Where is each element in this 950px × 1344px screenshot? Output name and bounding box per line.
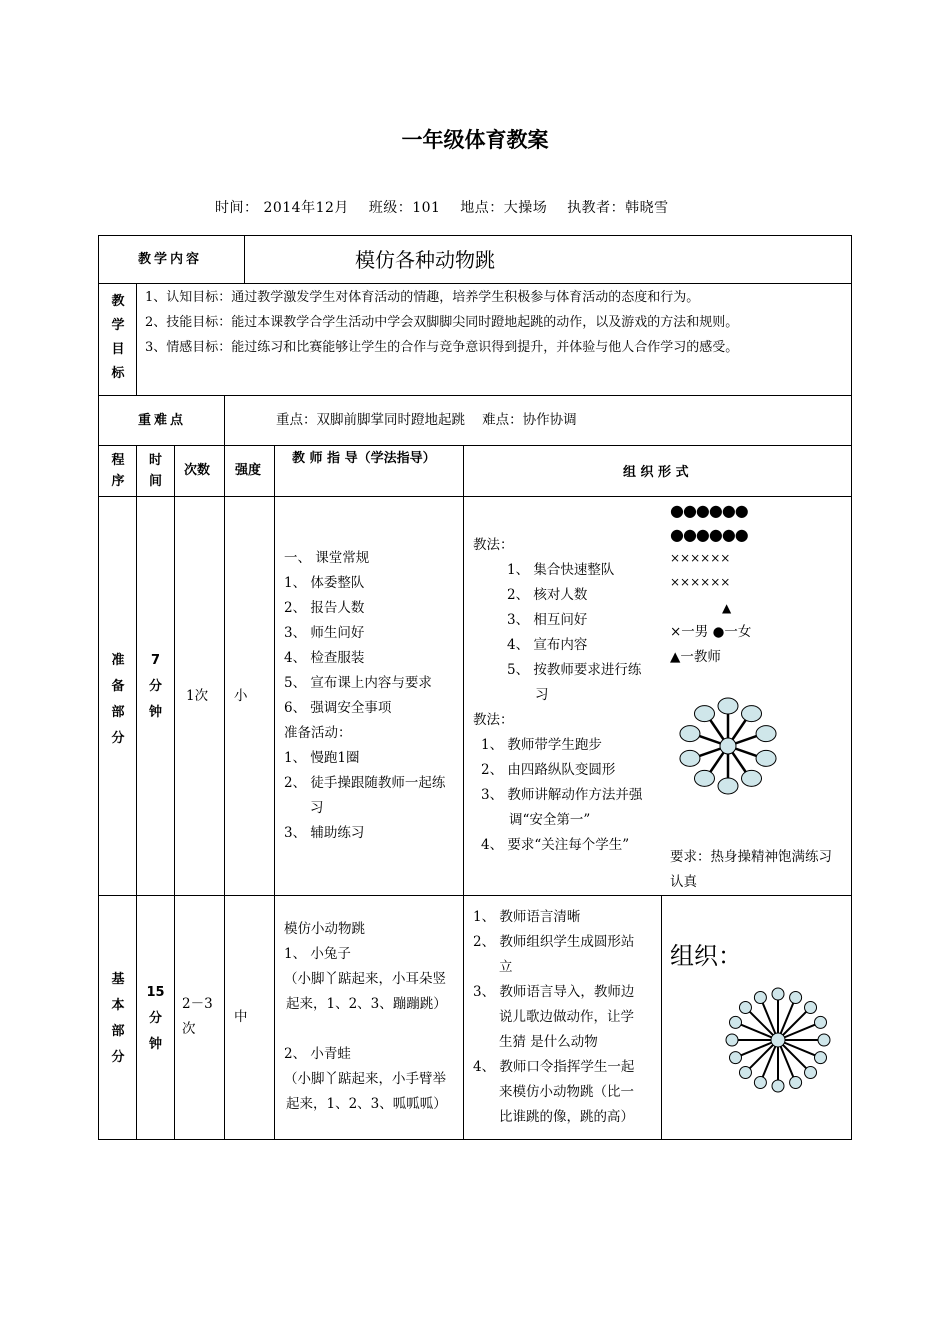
header-org: 组 织 形 式 (623, 465, 689, 480)
student-node (680, 726, 700, 742)
goals-list: 1、认知目标：通过教学激发学生对体育活动的情趣，培养学生积极参与体育活动的态度和行为。 2、技能目标：能过本课教学合学生活动中学会双脚脚尖同时蹬地起跳的动作，以及游戏的方法和规则。 3、情感目标：能过练习和比赛能够让学生的合作与竞争意识得到提升，并体验与他人合作学习的感受。 (145, 290, 739, 355)
header-proc: 程 序 (111, 453, 125, 489)
formation-boys-row-2: ×××××× (670, 575, 731, 589)
teacher-node (771, 1033, 785, 1047)
student-node (772, 988, 784, 1000)
header-guide: 教 师 指 导（学法指导） (292, 451, 436, 466)
prep-method: 教法： 1、 集合快速整队 2、 核对人数 3、 相互问好 4、 宣布内容 5、 按教师要求进行练 习 教法： 1、 教师带学生跑步 2、 由四路纵队变圆形 3、 教师讲解动作方法并强 调“安全第一” 4、 要求“关注每个学生” (473, 537, 643, 853)
prep-count: 1次 (186, 688, 209, 704)
student-node (756, 726, 776, 742)
header-intensity: 强度 (235, 463, 262, 478)
key-label: 重难点 (138, 413, 187, 428)
header-count: 次数 (184, 463, 211, 478)
lesson-meta: 时间： 2014年12月 班级：101 地点：大操场 执教者：韩晓雪 (215, 200, 669, 216)
prep-circle-formation (673, 691, 783, 801)
basic-method: 1、 教师语言清晰 2、 教师组织学生成圆形站 立 3、 教师语言导入，教师边 说儿歌边做动作，让学 生猜 是什么动物 4、 教师口令指挥学生一起 来模仿小动物跳（比一 比谁跳的像，跳的高） (473, 909, 635, 1125)
student-node (680, 750, 700, 766)
basic-circle-formation (723, 985, 833, 1095)
student-node (790, 1076, 802, 1088)
prep-time: 7 分 钟 (148, 653, 162, 720)
student-node (726, 1034, 738, 1046)
student-node (739, 1067, 751, 1079)
content-value: 模仿各种动物跳 (355, 248, 495, 272)
student-node (718, 698, 738, 714)
student-node (754, 992, 766, 1004)
prep-guide: 一、 课堂常规 1、 体委整队 2、 报告人数 3、 师生问好 4、 检查服装 5、 宣布课上内容与要求 6、 强调安全事项 准备活动： 1、 慢跑1圈 2、 徒手操跟随教师一起练 习 3、 辅助练习 (284, 550, 446, 841)
student-node (790, 992, 802, 1004)
formation-girls-row-2: ●●●●●● (670, 525, 748, 544)
basic-count: 2－3 次 (182, 996, 213, 1037)
student-node (756, 750, 776, 766)
basic-org-label: 组织： (670, 942, 742, 970)
content-label: 教学内容 (138, 252, 203, 267)
prep-label: 准 备 部 分 (111, 653, 125, 746)
header-time: 时 间 (148, 453, 162, 489)
formation-teacher-icon: ▲ (722, 601, 732, 615)
basic-label: 基 本 部 分 (111, 972, 125, 1065)
student-node (805, 1067, 817, 1079)
student-node (730, 1016, 742, 1028)
formation-boys-row-1: ×××××× (670, 551, 731, 565)
student-node (814, 1016, 826, 1028)
formation-legend-2: ▲一教师 (670, 649, 721, 665)
student-node (739, 1001, 751, 1013)
student-node (805, 1001, 817, 1013)
key-value: 重点：双脚前脚掌同时蹬地起跳 难点：协作协调 (276, 412, 577, 428)
basic-time: 15 分 钟 (146, 985, 165, 1052)
page-title: 一年级体育教案 (401, 128, 549, 152)
basic-guide: 模仿小动物跳 1、 小兔子 （小脚丫踮起来，小耳朵竖 起来，1、2、3、蹦蹦跳） 2、 小青蛙 （小脚丫踮起来，小手臂举 起来，1、2、3、呱呱呱） (284, 921, 447, 1112)
goals-label: 教 学 目 标 (111, 294, 125, 381)
prep-intensity: 小 (234, 688, 248, 704)
prep-requirement: 要求：热身操精神饱满练习 认真 (670, 849, 832, 890)
student-node (694, 770, 714, 786)
student-node (814, 1052, 826, 1064)
formation-legend-1: ×一男 ●一女 (670, 624, 752, 640)
student-node (818, 1034, 830, 1046)
student-node (742, 770, 762, 786)
student-node (718, 778, 738, 794)
student-node (772, 1080, 784, 1092)
student-node (754, 1076, 766, 1088)
student-node (694, 706, 714, 722)
formation-girls-row-1: ●●●●●● (670, 501, 748, 520)
basic-intensity: 中 (234, 1009, 248, 1025)
teacher-node (720, 738, 736, 754)
student-node (730, 1052, 742, 1064)
student-node (742, 706, 762, 722)
